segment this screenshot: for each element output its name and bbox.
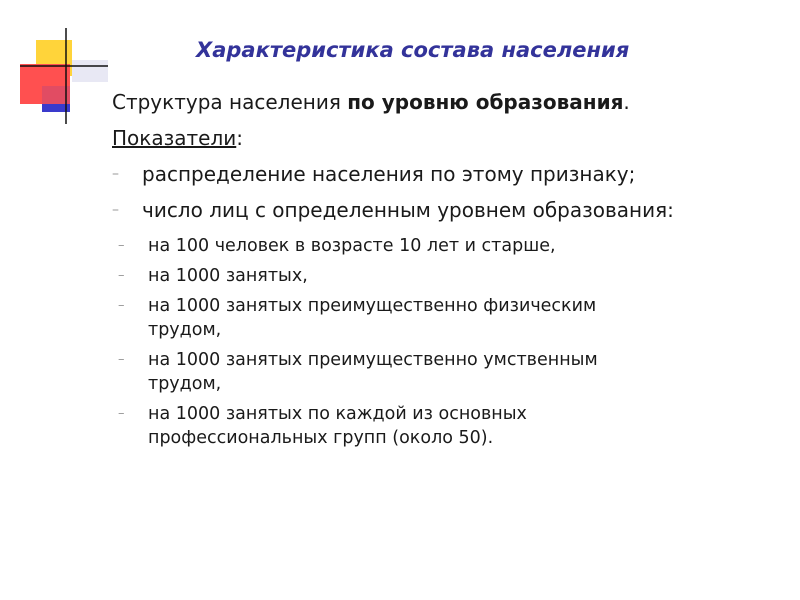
bullet-item — [112, 156, 772, 192]
sub-bullet-text-cont: профессиональных групп (около 50). — [148, 428, 494, 448]
dash-bullet-icon: – — [118, 268, 125, 283]
dash-bullet-icon: – — [118, 238, 125, 253]
bullet-text: число лиц с определенным уровнем образования: — [142, 198, 674, 222]
slide-title: Характеристика состава населения — [196, 38, 630, 62]
structure-prefix: Структура населения — [112, 90, 348, 114]
sub-bullet-text: на 1000 занятых, — [148, 266, 308, 286]
indicators-colon: : — [236, 126, 243, 150]
bullet-item — [112, 192, 772, 228]
indicators-label: Показатели — [112, 126, 237, 150]
sub-bullet-item — [112, 234, 772, 258]
bullet-list — [112, 156, 772, 228]
sub-bullet-list — [112, 234, 772, 450]
sub-bullet-item — [112, 264, 772, 288]
dash-bullet-icon: – — [118, 406, 125, 421]
sub-bullet-item — [112, 348, 772, 396]
sub-bullet-text-cont: трудом, — [148, 374, 222, 394]
sub-bullet-text-cont: трудом, — [148, 320, 222, 340]
structure-bold: по уровню образования — [347, 90, 624, 114]
structure-line — [112, 84, 772, 120]
indicators-line — [112, 120, 772, 156]
sub-bullet-text: на 100 человек в возрасте 10 лет и старше, — [148, 236, 556, 256]
dash-bullet-icon: – — [112, 166, 119, 182]
logo-squares-icon — [0, 0, 110, 130]
sub-bullet-text: на 1000 занятых преимущественно умственным — [148, 350, 598, 370]
sub-bullet-text: на 1000 занятых по каждой из основных — [148, 404, 527, 424]
dash-bullet-icon: – — [118, 352, 125, 367]
slide-content — [112, 84, 772, 450]
slide-logo-decoration — [0, 0, 110, 130]
dash-bullet-icon: – — [112, 202, 119, 218]
dash-bullet-icon: – — [118, 298, 125, 313]
sub-bullet-item — [112, 402, 772, 450]
sub-bullet-item — [112, 294, 772, 342]
structure-suffix: . — [623, 90, 630, 114]
sub-bullet-text: на 1000 занятых преимущественно физическим — [148, 296, 597, 316]
bullet-text: распределение населения по этому признаку; — [142, 162, 636, 186]
